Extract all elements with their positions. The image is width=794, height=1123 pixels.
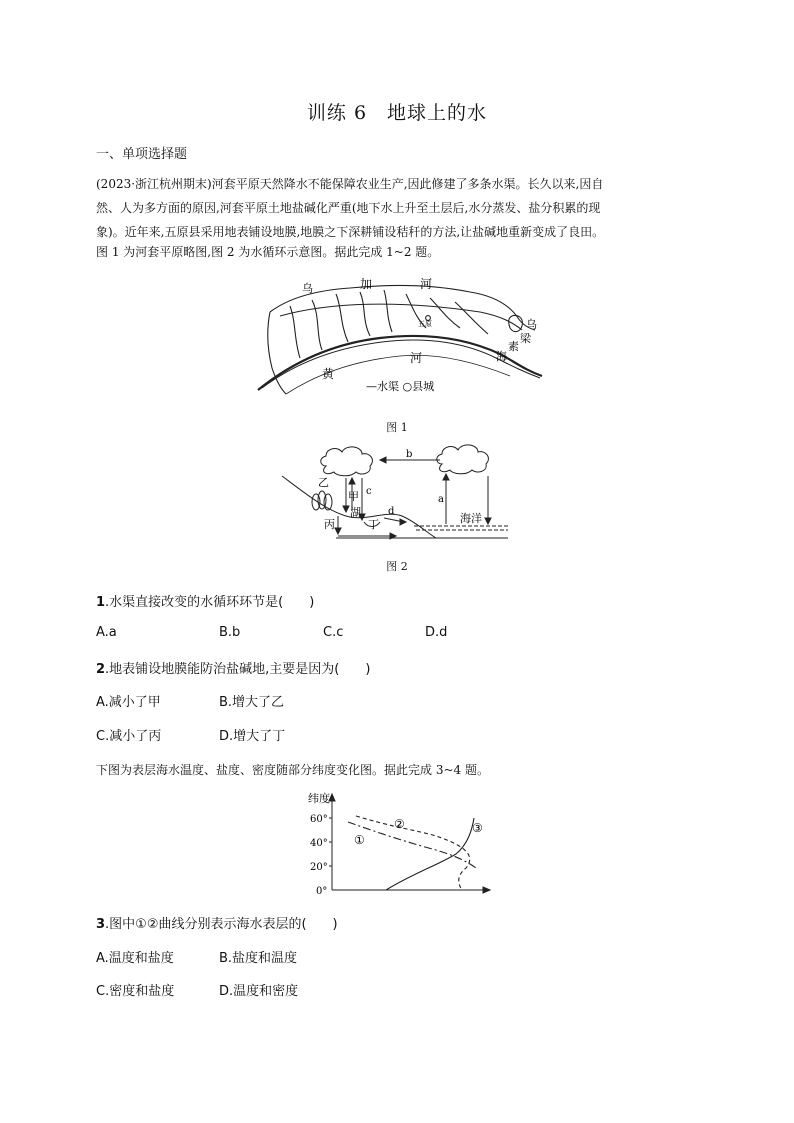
label-ocean: 海洋 <box>460 512 482 525</box>
label-d: d <box>388 506 395 517</box>
q3-option-d[interactable]: D.温度和密度 <box>219 984 299 999</box>
figure1-map <box>250 272 550 402</box>
figure1-caption: 图 1 <box>386 421 408 434</box>
ytick-label-40: 40° <box>310 838 328 849</box>
label-he-1: 河 <box>420 277 433 291</box>
figure2-water-cycle <box>276 444 516 544</box>
q3-option-c[interactable]: C.密度和盐度 <box>96 984 175 999</box>
cloud-left <box>321 447 373 476</box>
q2-option-b[interactable]: B.增大了乙 <box>219 695 285 710</box>
label-wuyuan: 五原 <box>418 320 432 328</box>
curve-2 <box>356 816 470 890</box>
label-he-2: 河 <box>410 351 423 365</box>
label-hai: 海 <box>496 350 507 363</box>
cloud-right <box>437 445 489 474</box>
question-1 <box>96 591 314 610</box>
question-2 <box>96 658 370 677</box>
section-heading: 一、单项选择题 <box>96 147 188 162</box>
label-c: c <box>366 486 372 497</box>
figure3-latitude-chart <box>296 788 496 898</box>
canal-8 <box>455 302 488 334</box>
canal-1 <box>290 306 300 358</box>
label-liang: 梁 <box>520 332 531 345</box>
arrow-evap-land-head <box>349 478 355 484</box>
question-2-number: 2 <box>96 662 106 677</box>
label-hu: 湖 <box>350 506 361 519</box>
question-3-number: 3 <box>96 917 106 932</box>
question-2-text: .地表铺设地膜能防治盐碱地,主要是因为( ) <box>105 662 371 677</box>
question-1-number: 1 <box>96 595 106 610</box>
label-su: 素 <box>508 340 519 353</box>
ytick-label-0: 0° <box>316 886 328 897</box>
intro-3-4: 下图为表层海水温度、盐度、密度随部分纬度变化图。据此完成 3~4 题。 <box>96 763 489 777</box>
page-title: 训练 6 地球上的水 <box>306 102 488 124</box>
question-3-text: .图中①②曲线分别表示海水表层的( ) <box>105 917 338 932</box>
series-label-1: ① <box>354 833 365 847</box>
q1-option-c[interactable]: C.c <box>323 625 344 640</box>
x-axis-arrow <box>483 887 490 893</box>
chart-ylabel: 纬度 <box>308 792 330 805</box>
intro-line-2: 然、人为多方面的原因,河套平原土地盐碱化严重(地下水上升至土层后,水分蒸发、盐分积累的现 <box>96 201 601 215</box>
arrow-a-head <box>443 474 449 480</box>
arrow-b-head <box>380 457 386 463</box>
ytick-label-60: 60° <box>310 814 328 825</box>
q3-option-b[interactable]: B.盐度和温度 <box>219 951 298 966</box>
question-1-text: .水渠直接改变的水循环环节是( ) <box>105 595 315 610</box>
q1-option-d[interactable]: D.d <box>425 625 448 640</box>
lake-wuliangsuhai <box>509 315 523 331</box>
q2-option-a[interactable]: A.减小了甲 <box>96 695 161 710</box>
intro-line-4: 图 1 为河套平原略图,图 2 为水循环示意图。据此完成 1~2 题。 <box>96 245 440 259</box>
arrow-bing-head <box>335 528 341 534</box>
q2-option-d[interactable]: D.增大了丁 <box>219 729 286 744</box>
series-label-3: ③ <box>472 821 483 835</box>
canal-3 <box>336 294 348 342</box>
q1-option-a[interactable]: A.a <box>96 625 117 640</box>
label-jia: 甲 <box>348 490 359 503</box>
figure2-caption: 图 2 <box>386 560 408 573</box>
arrow-precip-ocean-head <box>485 518 491 524</box>
arrow-precip-land-head <box>343 506 349 512</box>
series-label-2: ② <box>394 817 405 831</box>
label-a: a <box>438 494 444 505</box>
ytick-label-20: 20° <box>310 862 328 873</box>
label-jia: 加 <box>360 277 373 291</box>
map-legend: —水渠 ○县城 <box>366 380 435 393</box>
label-huang: 黄 <box>322 367 335 381</box>
q3-option-a[interactable]: A.温度和盐度 <box>96 951 174 966</box>
q2-option-c[interactable]: C.减小了丙 <box>96 729 162 744</box>
arrow-d-head <box>400 519 406 525</box>
label-wu-1: 乌 <box>302 282 313 295</box>
intro-line-1: (2023·浙江杭州期末)河套平原天然降水不能保障农业生产,因此修建了多条水渠。长久以来,因自 <box>96 177 604 191</box>
intro-line-3: 象)。近年来,五原县采用地表铺设地膜,地膜之下深耕铺设秸秆的方法,让盐碱地重新变成了良田。 <box>96 225 605 239</box>
label-b: b <box>406 449 413 460</box>
question-3 <box>96 913 338 932</box>
label-bing: 丙 <box>324 518 335 531</box>
canal-5 <box>384 290 392 332</box>
canal-4 <box>360 292 370 336</box>
label-ding: 丁 <box>368 518 379 531</box>
q1-option-b[interactable]: B.b <box>219 625 241 640</box>
label-yi: 乙 <box>318 476 329 489</box>
label-wu-2: 乌 <box>526 318 537 331</box>
